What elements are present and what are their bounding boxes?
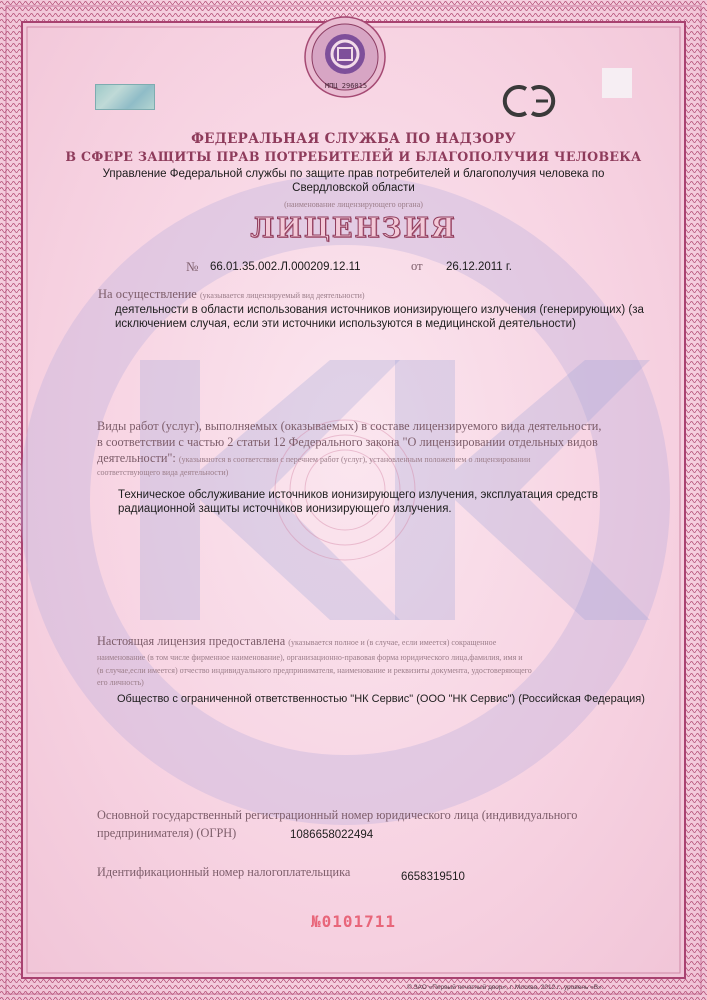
grantee-caption-line1: (указывается полное и (в случае, если имеется) сокращенное [288,638,497,647]
issuer-caption: (наименование лицензирующего органа) [284,200,423,209]
license-number: 66.01.35.002.Л.000209.12.11 [210,261,361,273]
stamp-square [602,68,632,98]
works-value-line2: радиационной защиты источников ионизирующего излучения. [118,503,452,515]
works-label-line2: в соответствии с частью 2 статьи 12 Федерального закона "О лицензировании отдельных видов [97,435,598,449]
works-caption-line1: (указываются в соответствии с перечнем работ (услуг), установленным положением о лицензировании [178,455,531,464]
agency-title-line2: В СФЕРЕ ЗАЩИТЫ ПРАВ ПОТРЕБИТЕЛЕЙ И БЛАГОПОЛУЧИЯ ЧЕЛОВЕКА [65,149,642,164]
ogrn-label-line1: Основной государственный регистрационный номер юридического лица (индивидуального [97,808,578,822]
activity-label-text: На осуществление [98,287,197,301]
grantee-caption-line4: его личность) [97,678,144,687]
conformity-mark-icon [496,85,562,117]
grantee-value: Общество с ограниченной ответственностью "НК Сервис" (ООО "НК Сервис") (Российская Федерация) [117,693,645,705]
grantee-label: Настоящая лицензия предоставлена [97,634,286,648]
grantee-label-row [97,634,496,649]
date-label: от [411,259,423,273]
grantee-caption-line2: наименование (в том числе фирменное наименование), организационно-правовая форма юридического лица,фамилия, имя и [97,653,523,662]
works-label-line3 [97,451,530,466]
document-title: ЛИЦЕНЗИЯ [250,213,457,244]
activity-value-line2: исключением случая, если эти источники используются в медицинской деятельности) [115,318,576,330]
number-label: № [186,259,199,274]
serial-number: №0101711 [310,912,397,931]
works-label-text: деятельности": [97,451,176,465]
inn-value: 6658319510 [401,871,465,883]
agency-title-line1: ФЕДЕРАЛЬНАЯ СЛУЖБА ПО НАДЗОРУ [191,131,516,147]
works-value-line1: Техническое обслуживание источников ионизирующего излучения, эксплуатация средств [118,489,599,501]
ogrn-value: 1086658022494 [290,829,374,841]
seal-number: МПЦ 296015 [324,82,368,90]
inn-label: Идентификационный номер налогоплательщика [97,865,351,879]
printer-imprint: © ЗАО «Первый печатный двор», г. Москва, 2012 г., уровень «В». [407,984,604,991]
activity-value-line1: деятельности в области использования источников ионизирующего излучения (генерирующих) (за [115,304,644,316]
issuer-line1: Управление Федеральной службы по защите прав потребителей и благополучия человека по [102,168,605,180]
hologram-sticker [95,84,155,110]
issuer-line2: Свердловской области [292,182,415,194]
activity-caption: (указывается лицензируемый вид деятельности) [199,291,365,300]
works-label-line1: Виды работ (услуг), выполняемых (оказываемых) в составе лицензируемого вида деятельности, [97,419,602,433]
works-caption-line2: соответствующего вида деятельности) [97,468,229,477]
license-date: 26.12.2011 г. [446,261,512,273]
activity-label [98,287,365,302]
grantee-caption-line3: (в случае,если имеется) отчество индивидуального предпринимателя, наименование и реквизиты документа, удостоверяющего [97,666,532,675]
ogrn-label-line2: предпринимателя) (ОГРН) [97,826,237,840]
